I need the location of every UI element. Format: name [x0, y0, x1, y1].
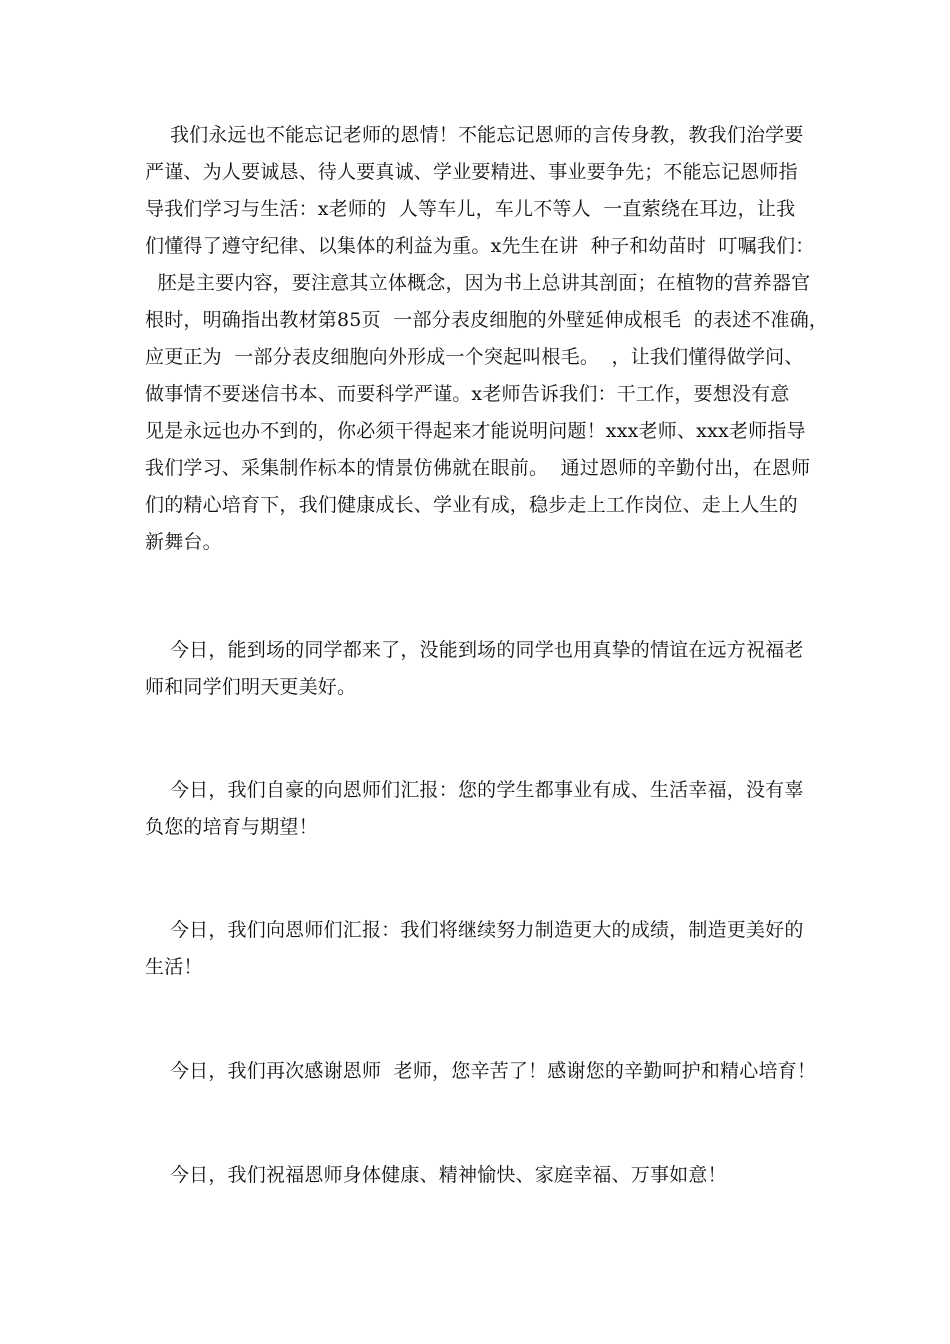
text-line: 今日，我们祝福恩师身体健康、精神愉快、家庭幸福、万事如意！	[145, 1164, 727, 1186]
text-line: 根时，明确指出教材第85页 一部分表皮细胞的外壁延伸成根毛 的表述不准确，	[145, 309, 829, 331]
text-line: 应更正为 一部分表皮细胞向外形成一个突起叫根毛。 ，让我们懂得做学问、	[145, 346, 804, 368]
text-line: 见是永远也办不到的，你必须干得起来才能说明问题！xxx老师、xxx老师指导	[145, 420, 806, 442]
text-line: 严谨、为人要诚恳、待人要真诚、学业要精进、事业要争先；不能忘记恩师指	[145, 161, 798, 183]
text-line: 导我们学习与生活：x老师的 人等车儿，车儿不等人 一直萦绕在耳边，让我	[145, 198, 796, 220]
text-line: 今日，我们向恩师们汇报：我们将继续努力制造更大的成绩，制造更美好的	[145, 919, 804, 941]
text-line: 生活！	[145, 956, 203, 978]
text-line: 做事情不要迷信书本、而要科学严谨。x老师告诉我们：干工作，要想没有意	[145, 383, 790, 405]
text-line: 们的精心培育下，我们健康成长、学业有成，稳步走上工作岗位、走上人生的	[145, 494, 798, 516]
text-line: 负您的培育与期望！	[145, 816, 318, 838]
text-line: 今日，我们自豪的向恩师们汇报：您的学生都事业有成、生活幸福，没有辜	[145, 779, 804, 801]
text-line: 今日，能到场的同学都来了，没能到场的同学也用真挚的情谊在远方祝福老	[145, 639, 804, 661]
text-line: 师和同学们明天更美好。	[145, 676, 357, 698]
text-line: 我们永远也不能忘记老师的恩情！不能忘记恩师的言传身教，教我们治学要	[145, 124, 804, 146]
text-line: 我们学习、采集制作标本的情景仿佛就在眼前。 通过恩师的辛勤付出，在恩师	[145, 457, 811, 479]
text-line: 今日，我们再次感谢恩师 老师，您辛苦了！感谢您的辛勤呵护和精心培育！	[145, 1060, 817, 1082]
text-line: 们懂得了遵守纪律、以集体的利益为重。x先生在讲 种子和幼苗时 叮嘱我们：	[145, 235, 815, 257]
text-line: 新舞台。	[145, 531, 222, 553]
text-line: 胚是主要内容，要注意其立体概念，因为书上总讲其剖面；在植物的营养器官	[145, 272, 811, 294]
